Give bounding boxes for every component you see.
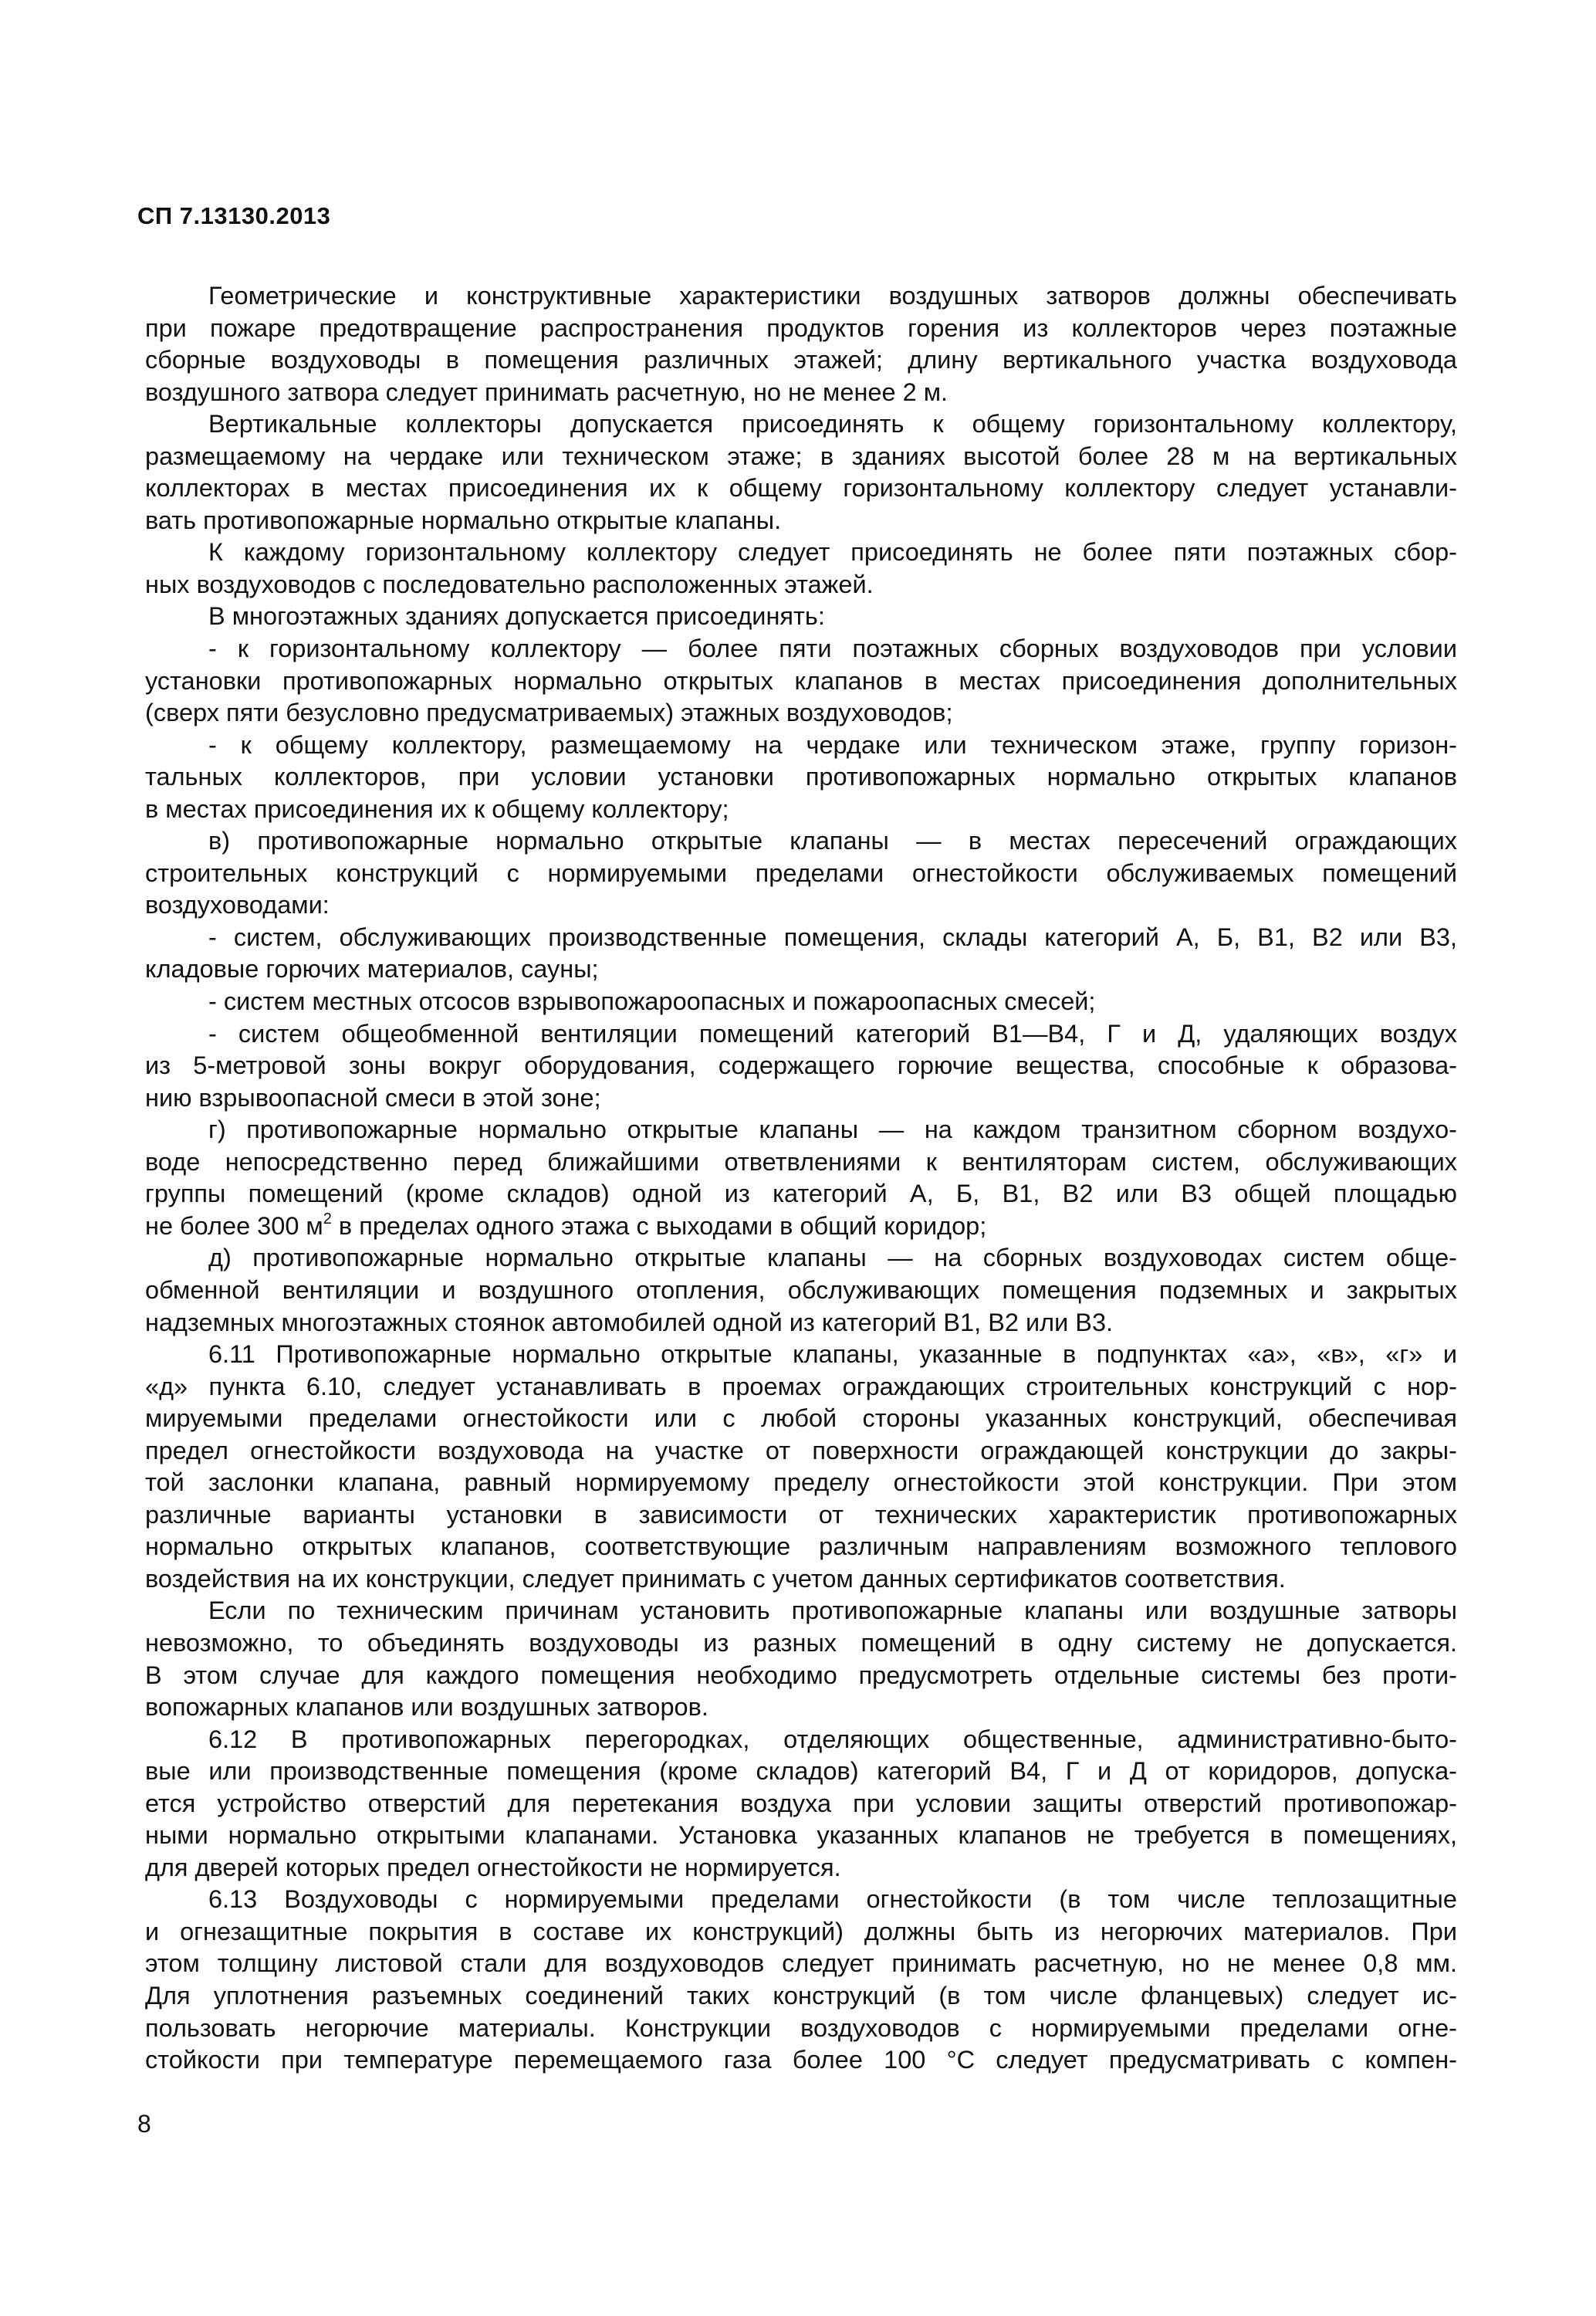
text-line: обменной вентиляции и воздушного отопления, обслуживающих помещения подземных и закрытых xyxy=(145,1275,1457,1304)
area-text-tail: в пределах одного этажа с выходами в общий коридор; xyxy=(331,1211,987,1240)
text-line: размещаемому на чердаке или техническом этаже; в зданиях высотой более 28 м на вертикальных xyxy=(145,442,1457,470)
text-line: Если по техническим причинам установить противопожарные клапаны или воздушные затворы xyxy=(208,1596,1457,1625)
text-line: Для уплотнения разъемных соединений таких конструкций (в том числе фланцевых) следует ис- xyxy=(145,1981,1457,2010)
text-line: вать противопожарные нормально открытые клапаны. xyxy=(145,506,782,534)
text-line: пользовать негорючие материалы. Конструкции воздуховодов с нормируемыми пределами огне- xyxy=(145,2013,1457,2042)
text-line: предел огнестойкости воздуховода на участке от поверхности ограждающей конструкции до закры- xyxy=(145,1436,1457,1464)
text-line: 6.12 В противопожарных перегородках, отделяющих общественные, административно-быто- xyxy=(208,1725,1457,1753)
text-line: той заслонки клапана, равный нормируемому пределу огнестойкости этой конструкции. При этом xyxy=(145,1468,1457,1497)
text-line: различные варианты установки в зависимости от технических характеристик противопожарных xyxy=(145,1500,1457,1529)
text-line: при пожаре предотвращение распространения продуктов горения из коллекторов через поэтажные xyxy=(145,313,1457,342)
text-line: Вертикальные коллекторы допускается присоединять к общему горизонтальному коллектору, xyxy=(208,410,1457,438)
document-body xyxy=(145,280,1457,2077)
text-line: тальных коллекторов, при условии установки противопожарных нормально открытых клапанов xyxy=(145,763,1457,791)
text-line: в) противопожарные нормально открытые клапаны — в местах пересечений ограждающих xyxy=(208,827,1457,855)
text-line: воздуховодами: xyxy=(145,891,330,919)
text-line: ется устройство отверстий для перетекания воздуха при условии защиты отверстий противопожар- xyxy=(145,1789,1457,1817)
text-line: ными нормально открытыми клапанами. Установка указанных клапанов не требуется в помещениях, xyxy=(145,1821,1457,1850)
text-line: - к общему коллектору, размещаемому на чердаке или техническом этаже, группу горизон- xyxy=(208,730,1457,759)
text-line: В этом случае для каждого помещения необходимо предусмотреть отдельные системы без проти- xyxy=(145,1661,1457,1689)
text-line: и огнезащитные покрытия в составе их конструкций) должны быть из негорючих материалов. При xyxy=(145,1917,1457,1945)
document-code-header: СП 7.13130.2013 xyxy=(137,202,331,229)
text-line: коллекторах в местах присоединения их к общему горизонтальному коллектору следует устанавли- xyxy=(145,474,1457,503)
text-line: 6.11 Противопожарные нормально открытые клапаны, указанные в подпунктах «а», «в», «г» и xyxy=(208,1340,1457,1369)
text-line: вые или производственные помещения (кроме складов) категорий В4, Г и Д от коридоров, допуска- xyxy=(145,1757,1457,1786)
text-line: В многоэтажных зданиях допускается присоединять: xyxy=(208,602,825,631)
text-line: группы помещений (кроме складов) одной из категорий А, Б, В1, В2 или В3 общей площадью xyxy=(145,1180,1457,1208)
text-line: 6.13 Воздуховоды с нормируемыми пределами огнестойкости (в том числе теплозащитные xyxy=(208,1885,1457,1914)
text-line: этом толщину листовой стали для воздуховодов следует принимать расчетную, но не менее 0,8 мм. xyxy=(145,1949,1457,1978)
text-line: из 5-метровой зоны вокруг оборудования, содержащего горючие вещества, способные к образова- xyxy=(145,1051,1457,1080)
page-number: 8 xyxy=(137,2110,151,2138)
text-line: нию взрывоопасной смеси в этой зоне; xyxy=(145,1083,601,1112)
text-line: мируемыми пределами огнестойкости или с любой стороны указанных конструкций, обеспечивая xyxy=(145,1404,1457,1433)
text-line: в местах присоединения их к общему коллектору; xyxy=(145,794,729,823)
text-line: стойкости при температуре перемещаемого газа более 100 °С следует предусматривать с компен- xyxy=(145,2046,1457,2074)
superscript-2: 2 xyxy=(323,1210,332,1227)
text-line: воде непосредственно перед ближайшими ответвлениями к вентиляторам систем, обслуживающих xyxy=(145,1147,1457,1176)
text-line: вопожарных клапанов или воздушных затворов. xyxy=(145,1693,708,1722)
text-line: - систем общеобменной вентиляции помещений категорий В1—В4, Г и Д, удаляющих воздух xyxy=(208,1019,1457,1048)
text-line: строительных конструкций с нормируемыми пределами огнестойкости обслуживаемых помещений xyxy=(145,858,1457,887)
text-line: для дверей которых предел огнестойкости не нормируется. xyxy=(145,1853,841,1881)
text-line: воздействия на их конструкции, следует принимать с учетом данных сертификатов соответствия. xyxy=(145,1564,1286,1593)
text-line: К каждому горизонтальному коллектору следует присоединять не более пяти поэтажных сбор- xyxy=(208,538,1457,567)
text-line: сборные воздуховоды в помещения различных этажей; длину вертикального участка воздуховода xyxy=(145,346,1457,374)
text-line: - к горизонтальному коллектору — более пяти поэтажных сборных воздуховодов при условии xyxy=(208,635,1457,663)
text-line: - систем местных отсосов взрывопожароопасных и пожароопасных смесей; xyxy=(208,987,1096,1016)
text-line: установки противопожарных нормально открытых клапанов в местах присоединения дополнительных xyxy=(145,666,1457,695)
text-line: ных воздуховодов с последовательно расположенных этажей. xyxy=(145,570,874,598)
text-line: надземных многоэтажных стоянок автомобилей одной из категорий В1, В2 или В3. xyxy=(145,1308,1114,1336)
text-line: невозможно, то объединять воздуховоды из разных помещений в одну систему не допускается. xyxy=(145,1628,1457,1657)
text-line: д) противопожарные нормально открытые клапаны — на сборных воздуховодах систем обще- xyxy=(208,1244,1457,1272)
text-line: Геометрические и конструктивные характеристики воздушных затворов должны обеспечивать xyxy=(208,282,1457,310)
text-line-area xyxy=(145,1210,1457,1243)
text-line: нормально открытых клапанов, соответствующие различным направлениям возможного теплового xyxy=(145,1532,1457,1561)
text-line: воздушного затвора следует принимать расчетную, но не менее 2 м. xyxy=(145,378,948,406)
area-text: не более 300 м xyxy=(145,1211,323,1240)
text-line: - систем, обслуживающих производственные помещения, склады категорий А, Б, В1, В2 или В3, xyxy=(208,923,1457,951)
text-line: г) противопожарные нормально открытые клапаны — на каждом транзитном сборном воздухо- xyxy=(208,1116,1457,1144)
text-line: «д» пункта 6.10, следует устанавливать в проемах ограждающих строительных конструкций с нор- xyxy=(145,1372,1457,1400)
text-line: кладовые горючих материалов, сауны; xyxy=(145,955,599,984)
text-line: (сверх пяти безусловно предусматриваемых) этажных воздуховодов; xyxy=(145,699,953,727)
